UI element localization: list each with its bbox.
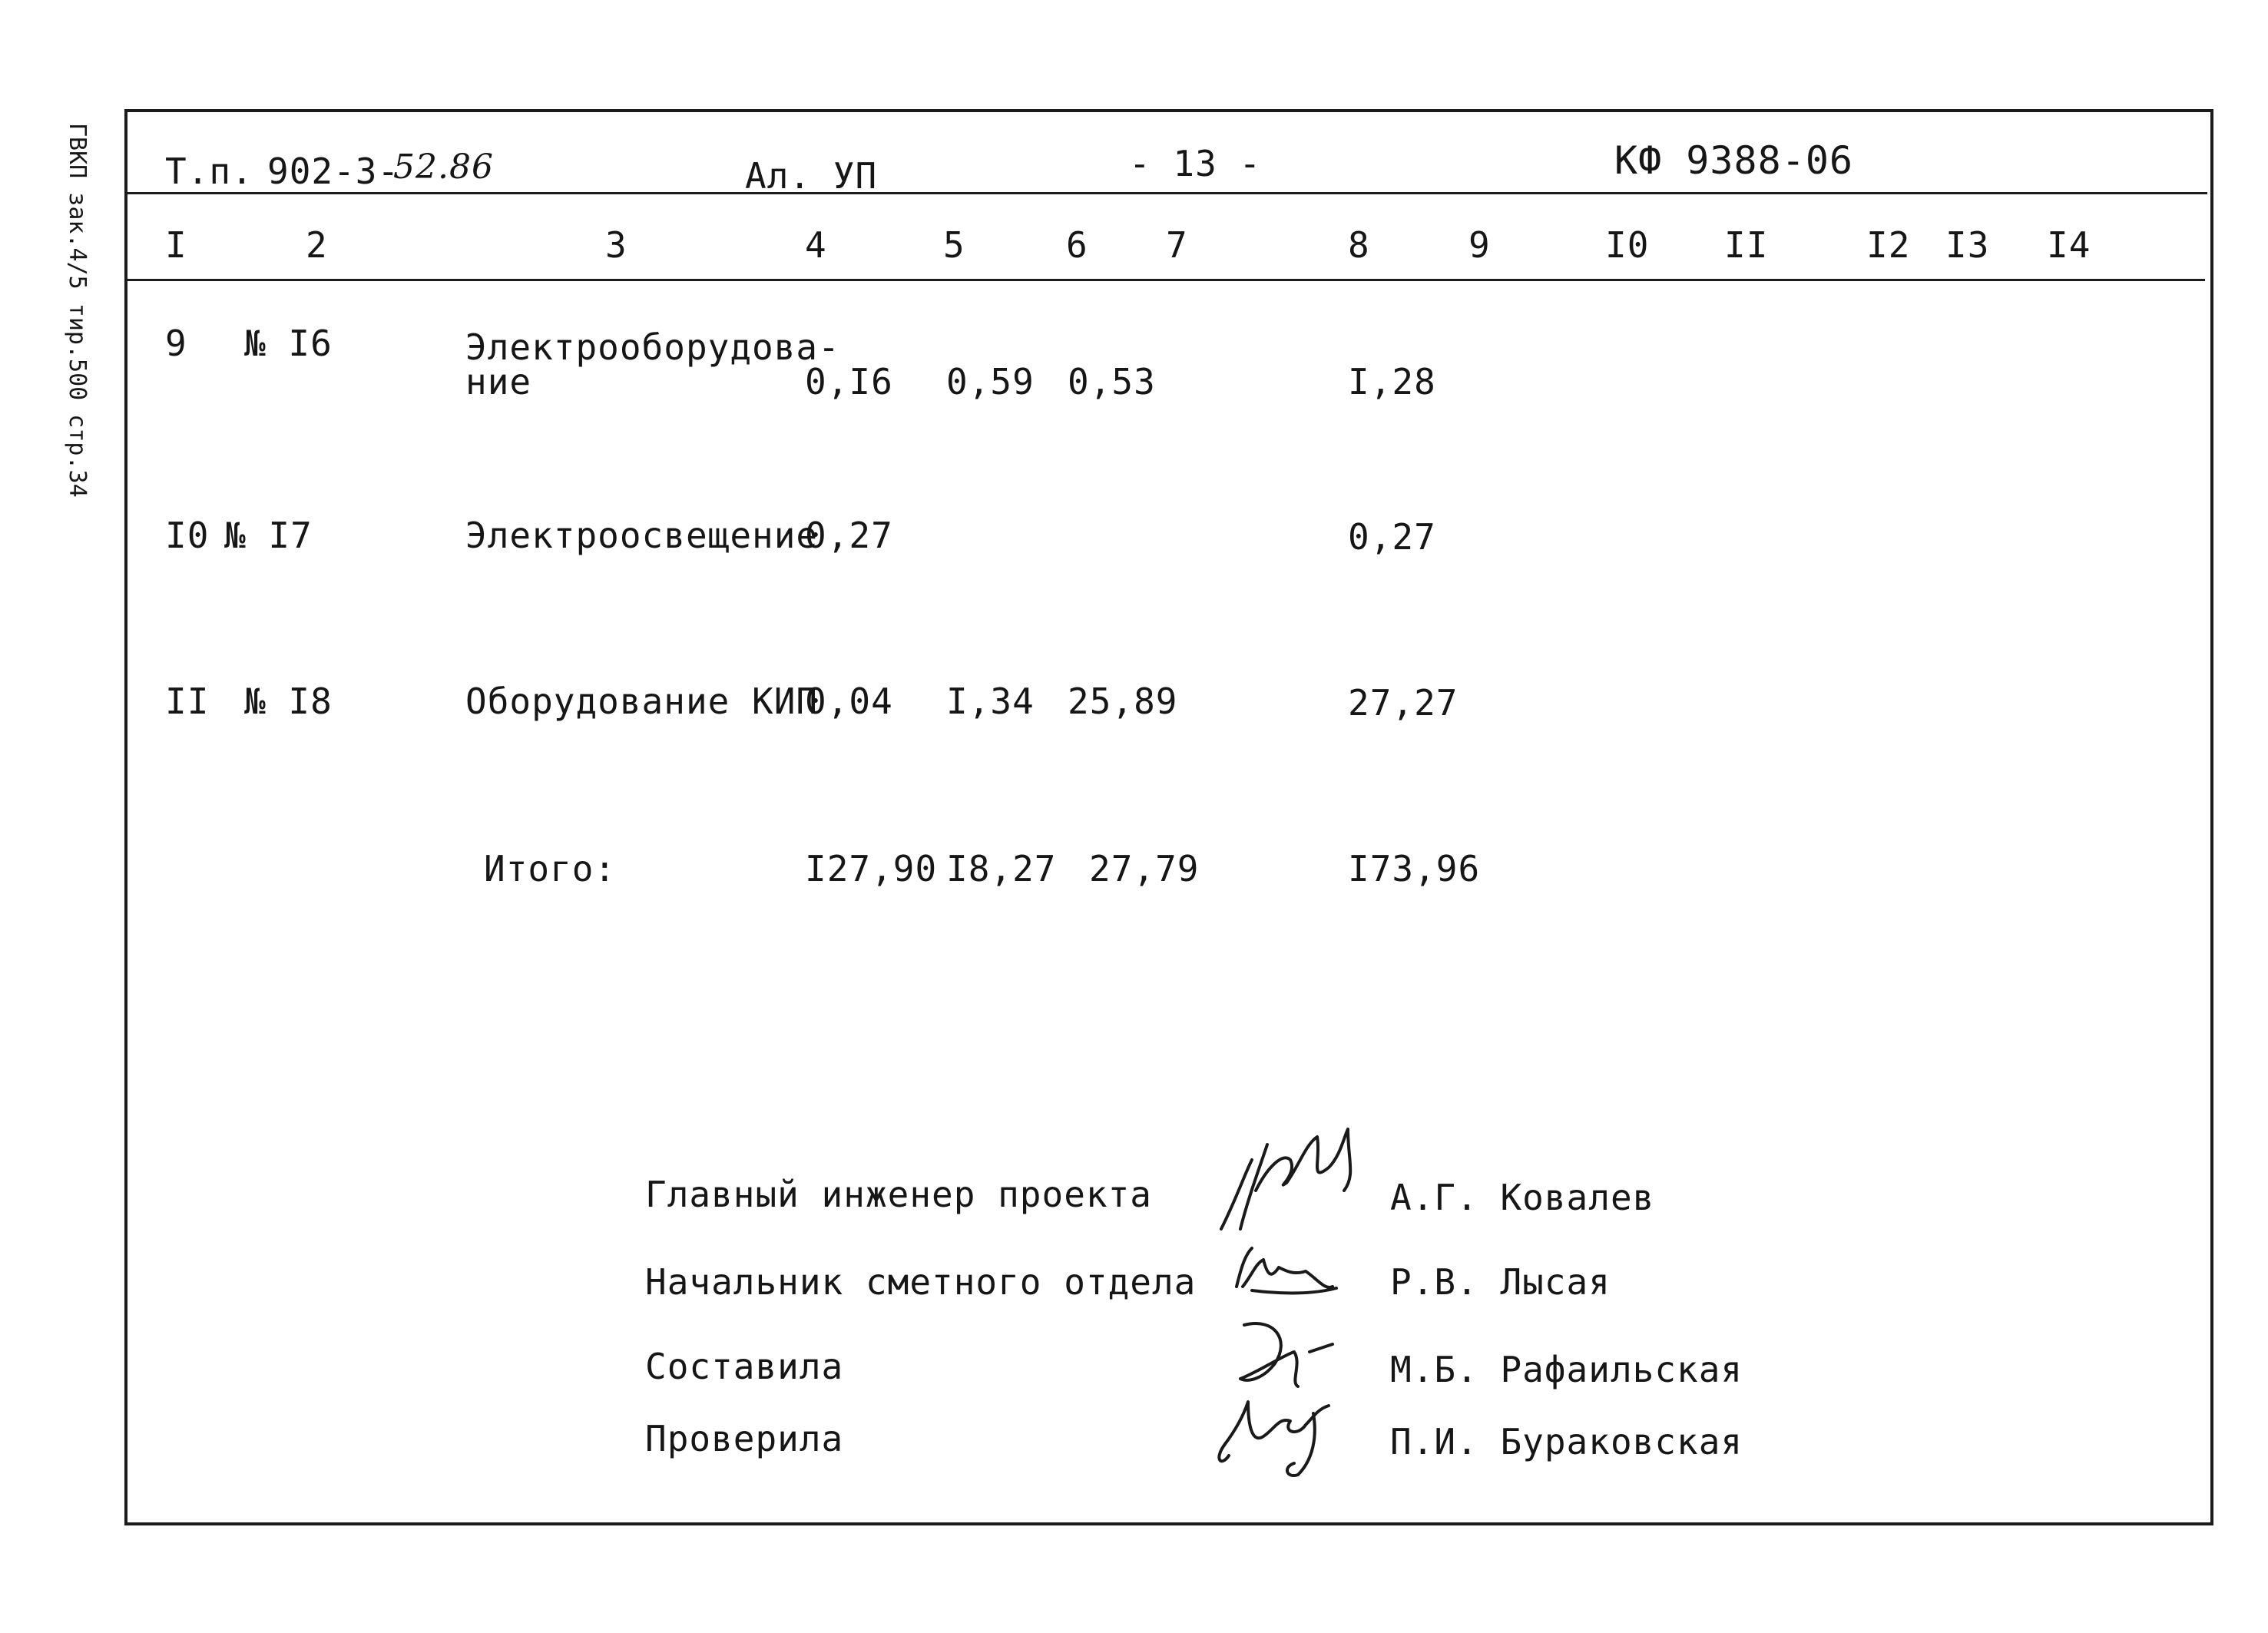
signature-role: Главный инженер проекта [645, 1174, 1152, 1215]
col-number-13: I3 [1945, 224, 1990, 266]
document-code: КФ 9388-06 [1614, 138, 1854, 183]
col-number-14: I4 [2047, 224, 2091, 266]
table-cell-col8: 0,27 [1348, 516, 1436, 558]
signature-name: М.Б. Рафаильская [1390, 1349, 1743, 1390]
side-stamp: ГВКП зак.4/5 тир.500 стр.34 [64, 123, 91, 498]
col-number-8: 8 [1348, 224, 1370, 266]
total-col6: 27,79 [1089, 848, 1200, 889]
tp-label: Т.п. [165, 151, 253, 192]
table-row-num: II [165, 681, 210, 722]
table-row-ref: № I7 [224, 515, 313, 556]
signature-name: А.Г. Ковалев [1390, 1177, 1655, 1218]
signature-mark-chief-engineer [1213, 1114, 1367, 1237]
signature-role: Проверила [645, 1418, 844, 1459]
column-header-divider [127, 279, 2205, 281]
col-number-1: I [165, 224, 187, 266]
table-cell-col8: I,28 [1348, 361, 1436, 402]
col-number-2: 2 [306, 224, 328, 266]
table-row-name: Электроосвещение [465, 515, 819, 556]
table-row-name: Оборудование КИП [465, 681, 819, 722]
table-row-ref: № I6 [244, 323, 333, 364]
total-col5: I8,27 [946, 848, 1057, 889]
header-divider [127, 192, 2207, 194]
col-number-3: 3 [605, 224, 627, 266]
col-number-6: 6 [1066, 224, 1088, 266]
table-cell-col4: 0,04 [805, 681, 893, 722]
table-row-name: Электрооборудова- [465, 326, 840, 368]
page-number: - 13 - [1129, 143, 1262, 184]
col-number-5: 5 [943, 224, 965, 266]
signature-mark-checker [1206, 1383, 1344, 1482]
album-label: Ал. УП [745, 155, 878, 197]
signature-name: П.И. Бураковская [1390, 1421, 1743, 1462]
total-col4: I27,90 [805, 848, 938, 889]
total-label: Итого: [484, 848, 617, 889]
table-cell-col5: 0,59 [946, 361, 1035, 402]
table-cell-col4: 0,I6 [805, 361, 893, 402]
col-number-9: 9 [1468, 224, 1491, 266]
table-row-num: I0 [165, 515, 210, 556]
table-cell-col5: I,34 [946, 681, 1035, 722]
col-number-4: 4 [805, 224, 827, 266]
table-row-num: 9 [165, 323, 187, 364]
signature-role: Начальник сметного отдела [645, 1261, 1197, 1303]
table-cell-col6: 25,89 [1068, 681, 1178, 722]
table-cell-col8: 27,27 [1348, 682, 1458, 724]
signature-mark-head-estimate [1221, 1233, 1344, 1302]
total-col8: I73,96 [1348, 848, 1481, 889]
tp-code: 902-3- [267, 151, 400, 192]
signature-role: Составила [645, 1346, 844, 1387]
signature-mark-compiler [1229, 1310, 1344, 1394]
col-number-7: 7 [1166, 224, 1188, 266]
col-number-12: I2 [1866, 224, 1911, 266]
col-number-11: II [1724, 224, 1769, 266]
signature-name: Р.В. Лысая [1390, 1261, 1611, 1303]
table-cell-col6: 0,53 [1068, 361, 1156, 402]
document-frame [124, 109, 2213, 1525]
table-row-ref: № I8 [244, 681, 333, 722]
col-number-10: I0 [1605, 224, 1650, 266]
table-cell-col4: 0,27 [805, 515, 893, 556]
tp-code-handwritten: 52.86 [393, 147, 494, 187]
table-row-name-cont: ние [465, 361, 532, 402]
